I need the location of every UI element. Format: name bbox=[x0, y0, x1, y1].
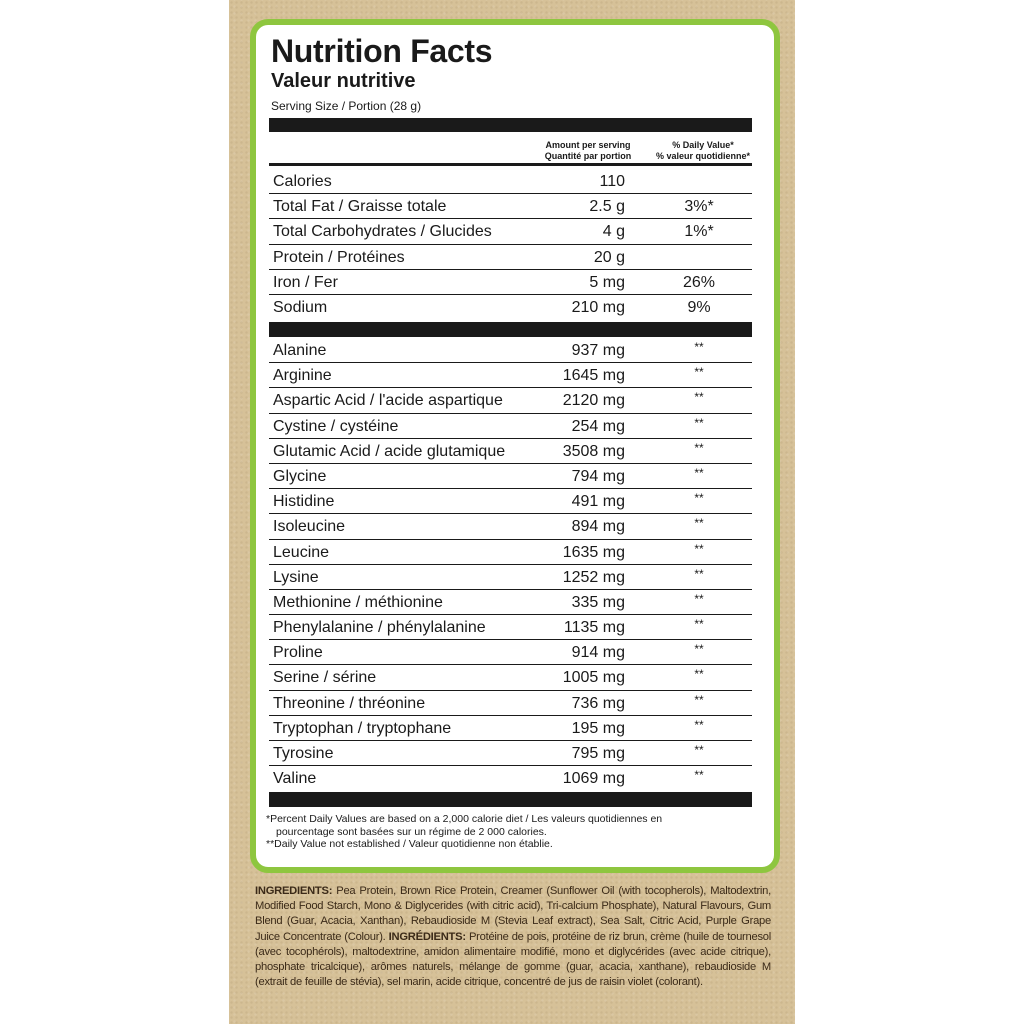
amino-name: Tryptophan / tryptophane bbox=[273, 719, 452, 737]
amino-dv: ** bbox=[694, 642, 704, 657]
amino-row-glycine bbox=[269, 464, 752, 489]
amino-amount: 1135 mg bbox=[563, 619, 625, 637]
amino-name: Tyrosine bbox=[273, 745, 334, 762]
amino-amount: 894 mg bbox=[571, 518, 625, 536]
amount-header-fr: Quantité par portion bbox=[544, 151, 632, 161]
nutrient-amount: 4 g bbox=[602, 223, 625, 241]
ingredients-label-fr: INGRÉDIENTS: bbox=[388, 930, 466, 943]
amino-dv: ** bbox=[694, 516, 704, 531]
dv-header-fr: % valeur quotidienne* bbox=[655, 151, 751, 161]
nutrient-row-sodium bbox=[269, 295, 752, 320]
amino-name: Arginine bbox=[273, 367, 332, 385]
nutrient-name: Protein / Protéines bbox=[273, 248, 405, 266]
amino-amount: 1069 mg bbox=[562, 770, 625, 788]
amount-header-en: Amount per serving bbox=[545, 140, 631, 150]
dv-header-en: % Daily Value* bbox=[672, 140, 734, 150]
nutrient-row-total-fat bbox=[269, 194, 752, 219]
amino-dv: ** bbox=[694, 667, 704, 682]
amino-row-tyrosine bbox=[269, 741, 752, 766]
nutrient-row-iron bbox=[269, 270, 752, 295]
amount-column-header bbox=[538, 140, 638, 162]
dv-column-header bbox=[647, 140, 759, 162]
amino-row-lysine bbox=[269, 565, 752, 590]
amino-dv: ** bbox=[694, 768, 704, 783]
nutrient-row-carbohydrates bbox=[269, 219, 752, 244]
amino-row-phenylalanine bbox=[269, 615, 752, 640]
footnote-percent-dv-fr: pourcentage sont basées sur un régime de 2 000 calories. bbox=[276, 825, 547, 838]
header-rule bbox=[269, 163, 752, 166]
top-thick-bar bbox=[269, 118, 752, 132]
middle-thick-bar bbox=[269, 322, 752, 337]
amino-row-tryptophan bbox=[269, 716, 752, 741]
amino-amount: 2120 mg bbox=[562, 392, 625, 410]
amino-row-isoleucine bbox=[269, 514, 752, 539]
nutrient-name: Total Fat / Graisse totale bbox=[273, 198, 447, 216]
nutrition-title: Nutrition Facts bbox=[271, 33, 493, 69]
nutrient-amount: 210 mg bbox=[571, 298, 625, 316]
nutrient-row-calories bbox=[269, 169, 752, 194]
amino-dv: ** bbox=[694, 340, 704, 354]
amino-dv: ** bbox=[694, 491, 704, 506]
amino-name: Isoleucine bbox=[273, 518, 346, 536]
amino-name: Valine bbox=[273, 770, 317, 788]
amino-row-histidine bbox=[269, 489, 752, 514]
amino-row-leucine bbox=[269, 540, 752, 565]
ingredients-text-en: Pea Protein, Brown Rice Protein, Creamer (Sunflower Oil (with tocopherols), Maltodextrin, Modified Food Starch, Mono & Diglycerides (with citric acid), Tri-calcium Phosphate), Natural Flavours, Gum Blend (Guar, Acacia, Xanthan), Rebaudioside M (Stevia Leaf extract), Sea Salt, Citric Acid, Purple Grape Juice Concentrate (Colour). bbox=[255, 885, 771, 943]
amino-name: Leucine bbox=[273, 543, 330, 561]
amino-amount: 491 mg bbox=[571, 493, 625, 511]
footnotes bbox=[266, 813, 746, 851]
amino-name: Proline bbox=[273, 644, 323, 662]
amino-name: Aspartic Acid / l'acide aspartique bbox=[273, 392, 503, 410]
nutrient-dv: 26% bbox=[682, 273, 716, 291]
footnote-dv-not-established: **Daily Value not established / Valeur quotidienne non établie. bbox=[266, 838, 553, 850]
amino-row-threonine bbox=[269, 691, 752, 716]
nutrient-amount: 5 mg bbox=[589, 273, 625, 291]
amino-amount: 937 mg bbox=[571, 342, 625, 359]
serving-size: Serving Size / Portion (28 g) bbox=[271, 99, 422, 113]
amino-row-cystine bbox=[269, 414, 752, 439]
amino-acid-rows bbox=[269, 338, 752, 791]
amino-name: Cystine / cystéine bbox=[273, 417, 399, 435]
nutrition-subtitle: Valeur nutritive bbox=[271, 70, 416, 92]
amino-dv: ** bbox=[694, 390, 704, 405]
amino-name: Histidine bbox=[273, 493, 335, 511]
amino-amount: 1005 mg bbox=[562, 669, 625, 687]
amino-dv: ** bbox=[694, 440, 704, 455]
amino-dv: ** bbox=[694, 617, 704, 632]
amino-row-valine bbox=[269, 766, 752, 791]
nutrient-name: Total Carbohydrates / Glucides bbox=[273, 223, 492, 241]
amino-amount: 3508 mg bbox=[562, 442, 625, 460]
nutrient-dv: 1%* bbox=[684, 223, 714, 241]
amino-dv: ** bbox=[694, 541, 704, 556]
ingredients-text-fr: Protéine de pois, protéine de riz brun, crème (huile de tournesol (avec tocophérols), maltodextrine, amidon alimentaire modifié, mono et diglycérides (avec acide citrique), phosphate tricalcique), arômes naturels, mélange de gomme (guar, acacia, xanthane), rebaudioside M (extrait de feuille de stévia), sel marin, acide citrique, concentré de jus de raisin violet (colorant). bbox=[255, 930, 772, 989]
amino-name: Glycine bbox=[273, 467, 327, 485]
nutrient-name: Sodium bbox=[273, 298, 328, 316]
amino-amount: 794 mg bbox=[571, 467, 625, 485]
nutrient-amount: 20 g bbox=[593, 248, 625, 266]
amino-row-aspartic-acid bbox=[269, 388, 752, 413]
amino-name: Serine / sérine bbox=[273, 669, 377, 687]
amino-amount: 1645 mg bbox=[562, 367, 625, 385]
amino-amount: 795 mg bbox=[571, 745, 625, 762]
amino-dv: ** bbox=[694, 743, 704, 757]
amino-row-methionine bbox=[269, 590, 752, 615]
amino-dv: ** bbox=[694, 717, 704, 732]
amino-row-proline bbox=[269, 640, 752, 665]
amino-row-arginine bbox=[269, 363, 752, 388]
nutrient-name: Calories bbox=[273, 173, 332, 190]
nutrient-amount: 2.5 g bbox=[589, 198, 625, 216]
amino-dv: ** bbox=[694, 415, 704, 430]
amino-name: Phenylalanine / phénylalanine bbox=[273, 619, 486, 637]
amino-amount: 335 mg bbox=[571, 593, 625, 611]
amino-dv: ** bbox=[694, 692, 704, 707]
ingredients-label-en: INGREDIENTS: bbox=[255, 885, 333, 897]
nutrient-name: Iron / Fer bbox=[273, 273, 338, 291]
amino-dv: ** bbox=[694, 465, 704, 480]
amino-row-alanine bbox=[269, 338, 752, 363]
amino-name: Alanine bbox=[273, 342, 327, 359]
ingredients-block bbox=[255, 884, 771, 990]
amino-name: Threonine / thréonine bbox=[273, 694, 426, 712]
nutrient-dv: 3%* bbox=[684, 198, 714, 216]
nutrient-dv: 9% bbox=[687, 298, 711, 316]
amino-amount: 1252 mg bbox=[562, 568, 625, 586]
amino-row-glutamic-acid bbox=[269, 439, 752, 464]
amino-amount: 914 mg bbox=[571, 644, 625, 662]
amino-amount: 195 mg bbox=[571, 719, 625, 737]
nutrient-row-protein bbox=[269, 245, 752, 270]
amino-amount: 254 mg bbox=[571, 417, 625, 435]
amino-amount: 736 mg bbox=[571, 694, 625, 712]
nutrient-rows bbox=[269, 169, 752, 320]
amino-name: Lysine bbox=[273, 568, 319, 586]
amino-name: Methionine / méthionine bbox=[273, 593, 443, 611]
amino-dv: ** bbox=[694, 591, 704, 606]
amino-name: Glutamic Acid / acide glutamique bbox=[273, 442, 506, 460]
footnote-percent-dv: *Percent Daily Values are based on a 2,000 calorie diet / Les valeurs quotidiennes en bbox=[266, 813, 663, 825]
nutrient-amount: 110 bbox=[599, 173, 625, 190]
amino-row-serine bbox=[269, 665, 752, 690]
amino-dv: ** bbox=[694, 566, 704, 581]
bottom-thick-bar bbox=[269, 792, 752, 807]
amino-dv: ** bbox=[694, 365, 704, 380]
amino-amount: 1635 mg bbox=[562, 543, 625, 561]
